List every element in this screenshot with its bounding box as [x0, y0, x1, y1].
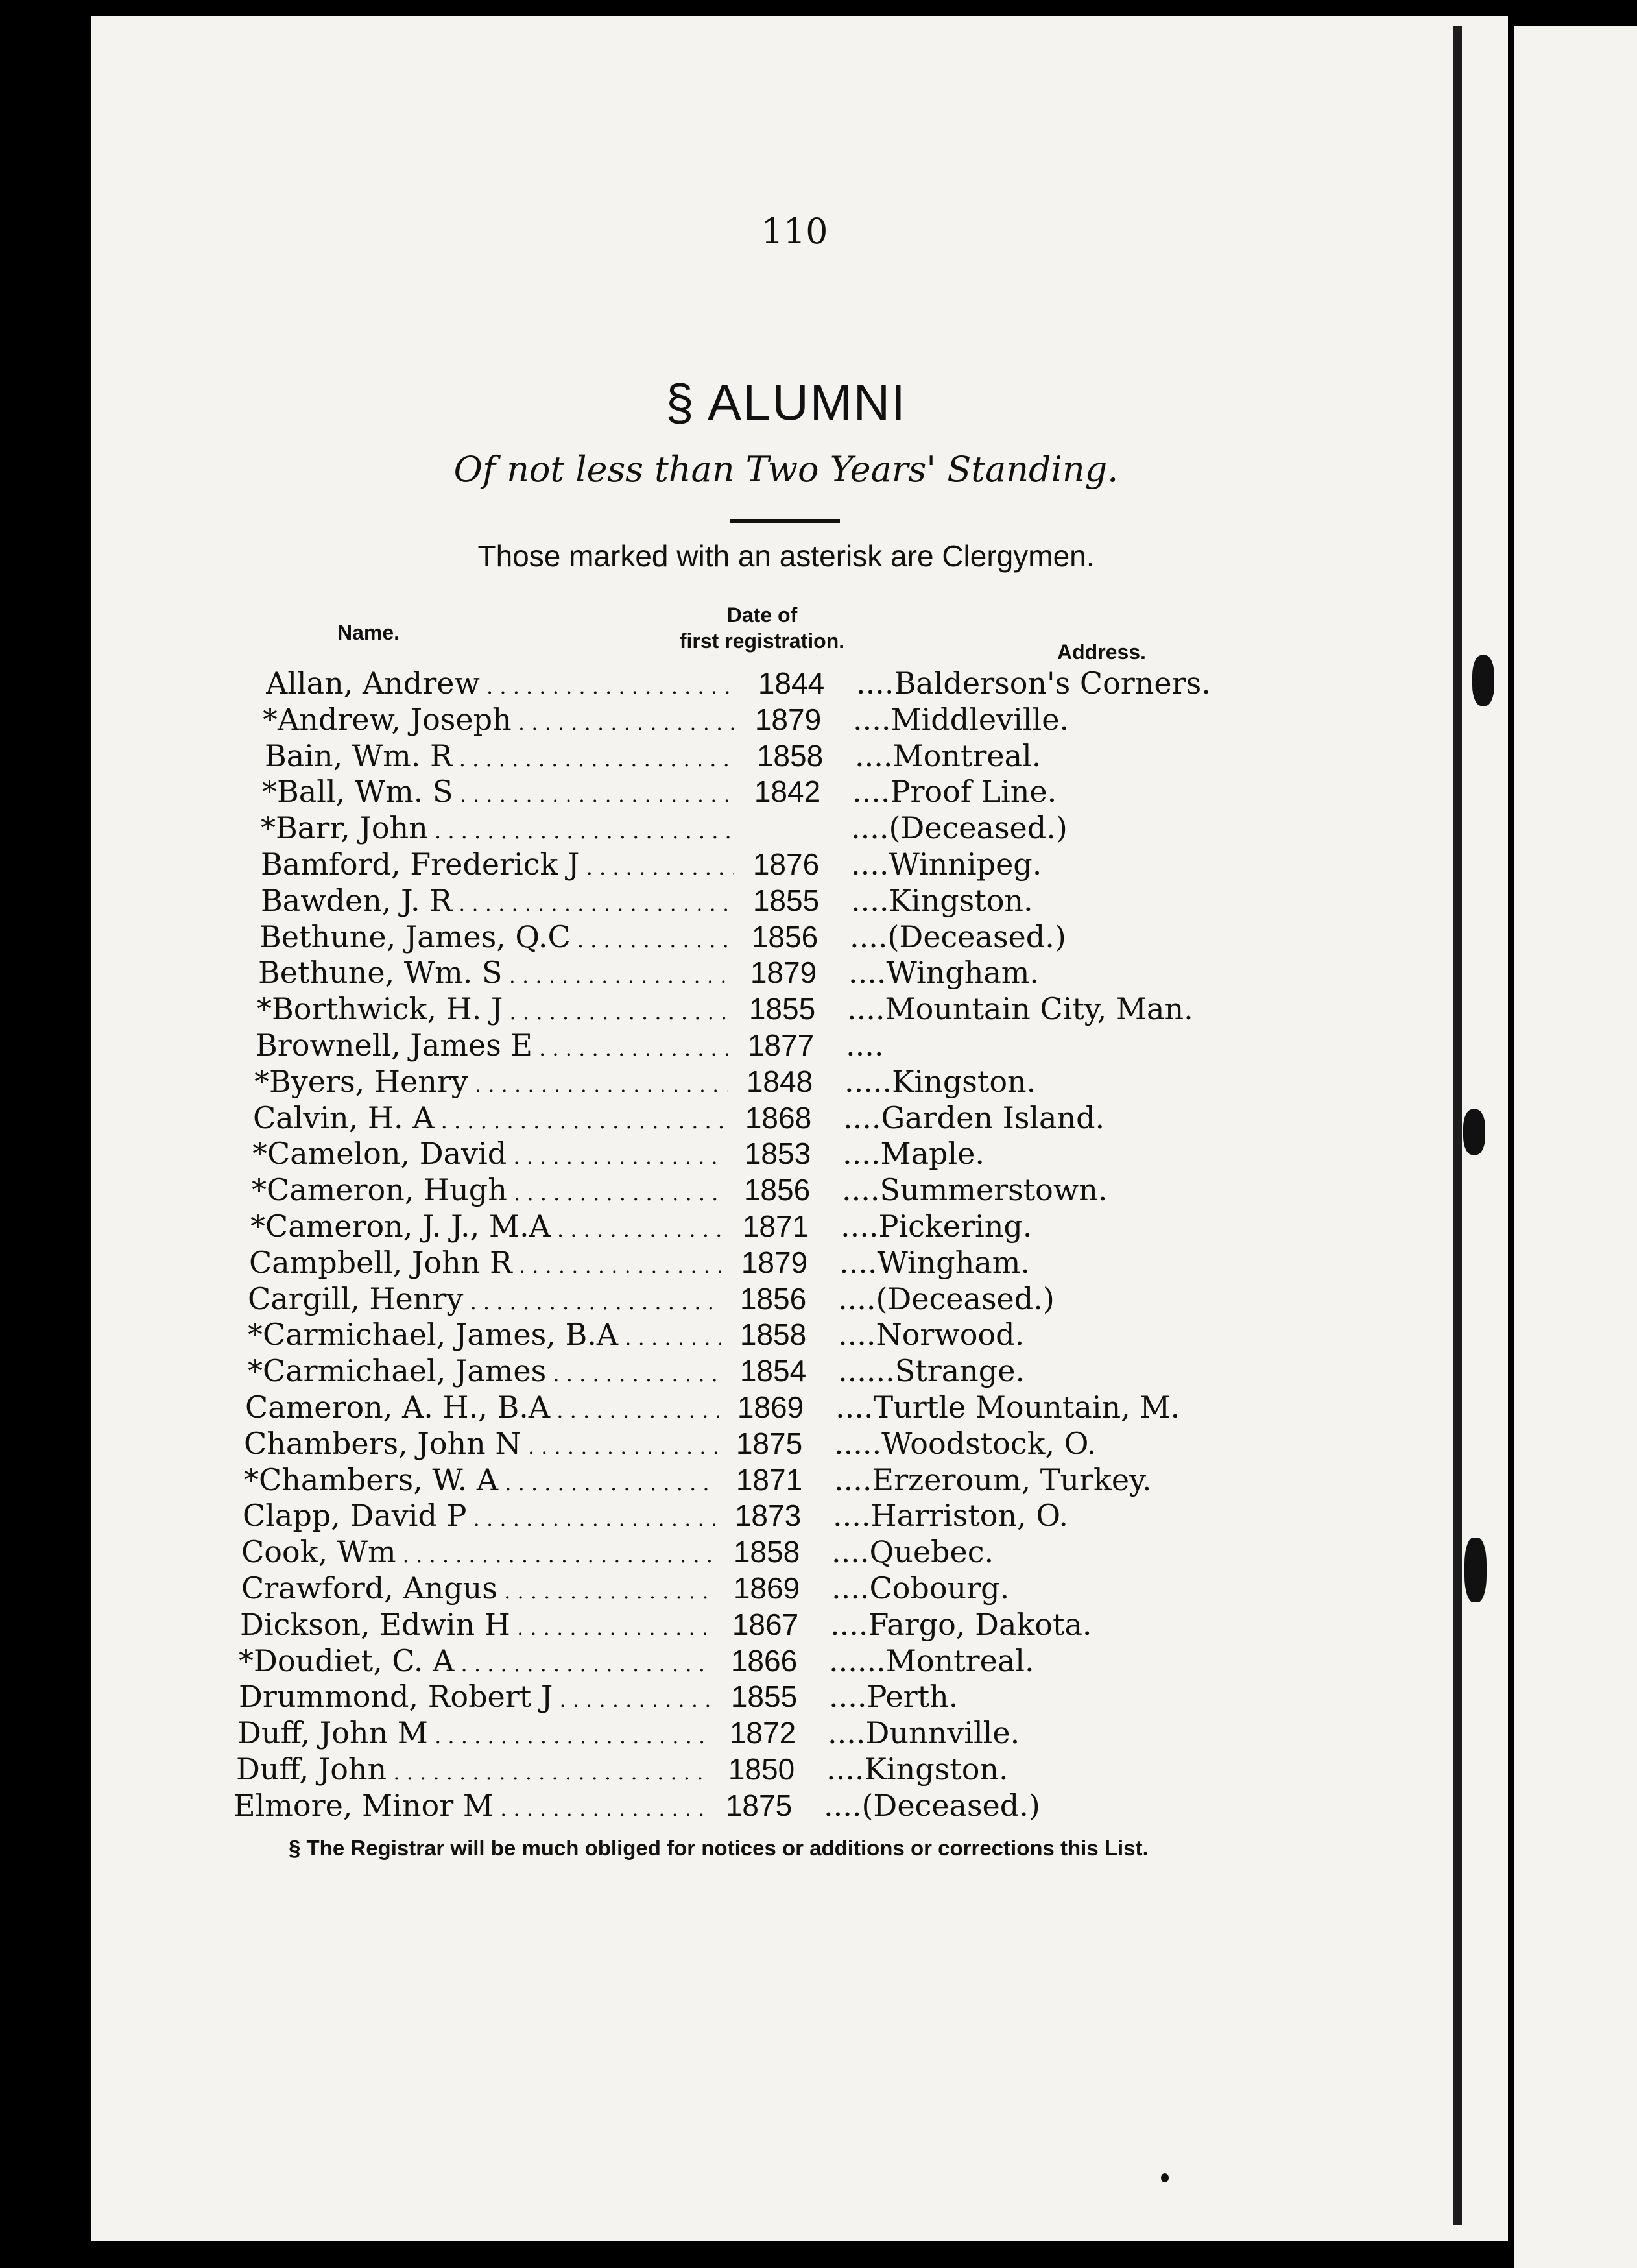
binding-stain: [1464, 1538, 1487, 1602]
alumni-address: ....Dunnville.: [828, 1715, 1020, 1751]
column-header-address: Address.: [1057, 640, 1146, 664]
alumni-address: ....(Deceased.): [838, 1281, 1055, 1316]
page-binding-edge: [1453, 26, 1462, 2225]
registration-year: 1866: [730, 1643, 798, 1678]
alumni-name: *Cameron, J. J., M.A . . .: [250, 1208, 724, 1248]
alumni-name: Bain, Wm. R . . .: [265, 738, 738, 777]
page-title: § ALUMNI: [665, 374, 907, 431]
registration-year: 1872: [729, 1716, 796, 1750]
column-header-date-line2: first registration.: [679, 629, 845, 653]
alumni-address: ....Montreal.: [855, 738, 1042, 773]
alumni-name: *Carmichael, James . . .: [248, 1353, 721, 1392]
registration-year: 1858: [756, 738, 824, 773]
alumni-address: ......Strange.: [838, 1353, 1025, 1389]
column-header-date-line1: Date of: [726, 603, 798, 627]
registration-year: 1848: [746, 1064, 813, 1098]
alumni-name: Drummond, Robert J . . .: [239, 1678, 712, 1718]
registration-year: 1858: [739, 1318, 807, 1352]
alumni-name: Cook, Wm . . .: [241, 1534, 715, 1573]
alumni-name: Dickson, Edwin H . . .: [240, 1606, 713, 1646]
alumni-address: ....(Deceased.): [824, 1787, 1040, 1823]
registration-year: 1867: [732, 1607, 799, 1641]
alumni-address: ....Cobourg.: [831, 1571, 1010, 1606]
alumni-name: *Camelon, David . . .: [252, 1135, 726, 1175]
alumni-name: *Barr, John . . .: [261, 810, 734, 849]
alumni-name: Cargill, Henry . . .: [248, 1281, 721, 1320]
alumni-address: ....: [846, 1028, 884, 1063]
alumni-address: ....Wingham.: [839, 1244, 1031, 1280]
page-number: 110: [761, 211, 828, 252]
alumni-address: ....Pickering.: [841, 1209, 1033, 1244]
alumni-name: *Borthwick, H. J . . .: [257, 991, 730, 1030]
alumni-name: *Ball, Wm. S . . .: [262, 773, 735, 813]
registration-year: 1844: [758, 666, 825, 700]
registration-year: 1869: [737, 1390, 804, 1424]
registration-year: 1869: [733, 1571, 800, 1605]
registration-year: 1871: [735, 1462, 803, 1497]
alumni-address: ....Maple.: [842, 1136, 985, 1172]
alumni-name: Cameron, A. H., B.A . . .: [245, 1389, 719, 1429]
alumni-address: ......Montreal.: [829, 1643, 1034, 1678]
alumni-address: ....Harriston, O.: [833, 1498, 1069, 1534]
title-rule: [730, 519, 840, 523]
alumni-address: ....Middleville.: [853, 701, 1069, 737]
alumni-name: Brownell, James E . . .: [256, 1027, 729, 1067]
registration-year: 1879: [741, 1245, 808, 1279]
alumni-address: ....(Deceased.): [850, 919, 1066, 954]
footnote: § The Registrar will be much obliged for notices or additions or corrections this List.: [289, 1836, 1149, 1860]
asterisk-note: Those marked with an asterisk are Clergymen.: [477, 539, 1095, 573]
binding-stain: [1472, 655, 1494, 706]
alumni-address: ....Summerstown.: [842, 1172, 1108, 1208]
alumni-name: Allan, Andrew . . .: [266, 665, 739, 705]
alumni-address: ....Kingston.: [826, 1752, 1009, 1787]
alumni-address: ....Balderson's Corners.: [856, 666, 1211, 701]
alumni-address: .....Woodstock, O.: [834, 1425, 1097, 1461]
alumni-address: ....Norwood.: [838, 1317, 1025, 1353]
alumni-name: Duff, John M . . .: [237, 1715, 711, 1754]
alumni-address: ....Perth.: [829, 1679, 959, 1715]
registration-year: 1856: [751, 919, 818, 954]
alumni-name: Bethune, James, Q.C . . .: [259, 919, 733, 958]
registration-year: 1855: [730, 1680, 798, 1714]
alumni-name: Crawford, Angus . . .: [241, 1570, 715, 1610]
binding-stain: [1463, 1109, 1485, 1155]
registration-year: 1868: [745, 1100, 812, 1135]
alumni-name: *Carmichael, James, B.A . . .: [248, 1316, 721, 1356]
registration-year: 1855: [748, 992, 816, 1026]
column-header-name: Name.: [337, 621, 400, 644]
alumni-name: Calvin, H. A . . .: [253, 1100, 726, 1139]
column-header-date: [649, 602, 876, 654]
alumni-address: ....Turtle Mountain, M.: [835, 1390, 1180, 1425]
registration-year: 1858: [733, 1535, 800, 1569]
registration-year: 1877: [747, 1028, 815, 1062]
registration-year: 1855: [752, 883, 820, 917]
ink-speck: [1161, 2173, 1169, 2182]
alumni-address: ....Winnipeg.: [851, 847, 1042, 882]
alumni-name: *Byers, Henry . . .: [254, 1063, 728, 1103]
alumni-name: Bamford, Frederick J . . .: [261, 846, 734, 886]
registration-year: 1871: [742, 1209, 809, 1243]
alumni-name: *Cameron, Hugh . . .: [252, 1172, 725, 1211]
alumni-name: Bethune, Wm. S . . .: [258, 954, 732, 994]
alumni-address: ....(Deceased.): [851, 810, 1068, 846]
alumni-name: *Andrew, Joseph . . .: [263, 701, 736, 741]
registration-year: 1873: [734, 1499, 802, 1533]
alumni-address: ....Wingham.: [848, 955, 1040, 991]
alumni-address: ....Mountain City, Man.: [847, 991, 1193, 1027]
page-subtitle: Of not less than Two Years' Standing.: [453, 449, 1119, 490]
alumni-name: Duff, John . . .: [236, 1751, 710, 1791]
registration-year: 1879: [750, 956, 817, 990]
alumni-address: .....Kingston.: [844, 1063, 1036, 1099]
registration-year: 1853: [744, 1137, 811, 1171]
registration-year: 1842: [754, 775, 821, 809]
alumni-name: Clapp, David P . . .: [243, 1497, 716, 1537]
alumni-name: Elmore, Minor M . . .: [233, 1787, 707, 1827]
alumni-name: *Chambers, W. A . . .: [244, 1462, 717, 1501]
registration-year: 1856: [743, 1173, 811, 1207]
registration-year: 1876: [752, 847, 820, 881]
alumni-address: ....Kingston.: [851, 882, 1033, 918]
alumni-address: ....Quebec.: [831, 1534, 994, 1570]
registration-year: 1875: [735, 1426, 803, 1460]
alumni-address: ....Erzeroum, Turkey.: [834, 1462, 1152, 1497]
registration-year: 1850: [728, 1752, 795, 1786]
registration-year: 1856: [739, 1281, 807, 1316]
alumni-name: Campbell, John R . . .: [249, 1244, 723, 1284]
registration-year: 1879: [754, 702, 822, 736]
alumni-name: Chambers, John N . . .: [244, 1425, 717, 1465]
alumni-address: ....Fargo, Dakota.: [830, 1606, 1092, 1642]
adjacent-page: [1514, 26, 1637, 2268]
registration-year: 1854: [739, 1354, 807, 1388]
alumni-name: *Doudiet, C. A . . .: [239, 1643, 712, 1682]
alumni-address: ....Proof Line.: [852, 774, 1057, 810]
alumni-name: Bawden, J. R . . .: [261, 882, 734, 922]
alumni-address: ....Garden Island.: [843, 1100, 1105, 1135]
registration-year: 1875: [725, 1788, 793, 1822]
